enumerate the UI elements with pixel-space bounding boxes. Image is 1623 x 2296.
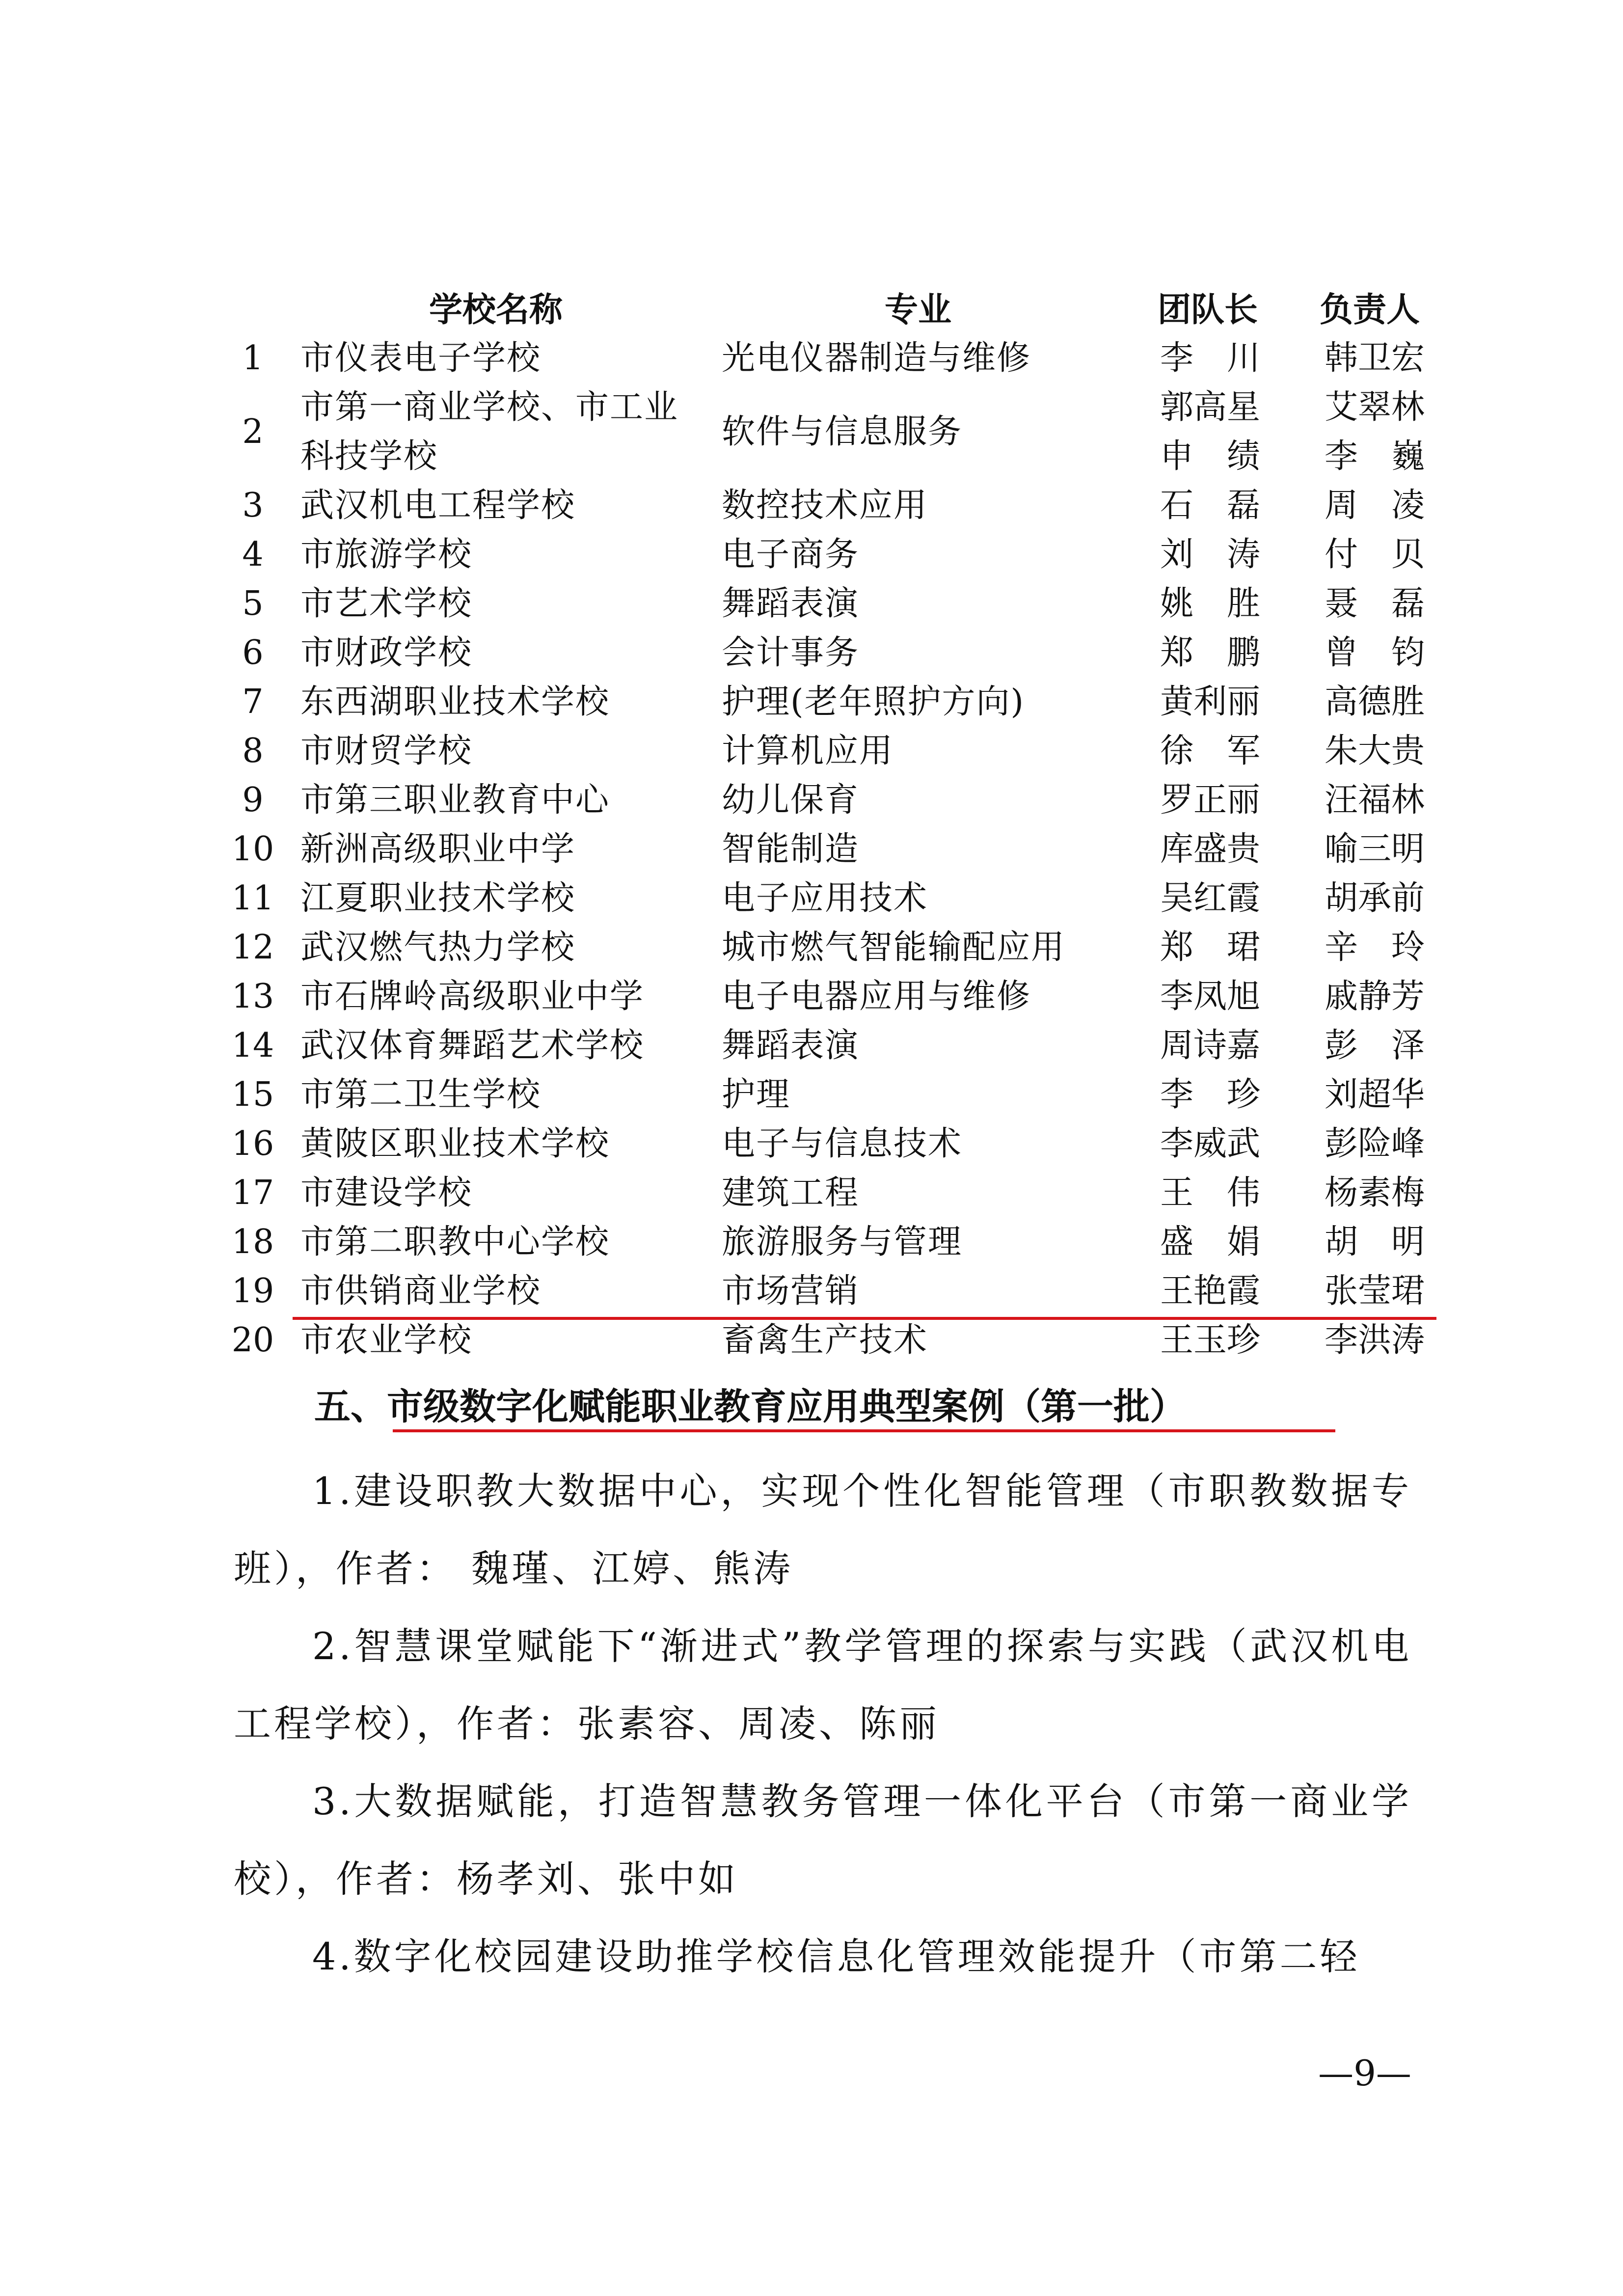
team-leader: 李 珍	[1160, 1075, 1260, 1114]
major-name: 电子应用技术	[722, 879, 928, 918]
responsible-person: 张莹珺	[1324, 1272, 1425, 1311]
major-name: 电子与信息技术	[722, 1124, 963, 1163]
row-number: 2	[242, 412, 264, 451]
table-row	[0, 678, 1623, 727]
school-name: 市第二卫生学校	[300, 1075, 541, 1114]
row-number: 18	[231, 1223, 274, 1261]
school-name: 武汉体育舞蹈艺术学校	[300, 1026, 645, 1065]
table-row	[0, 481, 1623, 530]
major-name: 畜禽生产技术	[722, 1321, 928, 1360]
responsible-person: 辛 玲	[1324, 928, 1425, 967]
responsible-person: 李洪涛	[1324, 1321, 1425, 1360]
paragraph-1: 1.建设职教大数据中心，实现个性化智能管理（市职教数据专班），作者： 魏瑾、江婷、熊涛	[234, 1469, 1412, 1590]
responsible-person: 胡 明	[1324, 1223, 1425, 1261]
major-name: 会计事务	[722, 633, 860, 672]
row-number: 12	[231, 928, 274, 967]
table-row	[0, 874, 1623, 923]
row-number: 10	[231, 830, 274, 869]
school-name: 市第二职教中心学校	[300, 1223, 610, 1261]
major-name: 电子商务	[722, 535, 860, 574]
table-row	[0, 530, 1623, 579]
major-name: 舞蹈表演	[722, 584, 860, 623]
row-number: 7	[242, 683, 264, 721]
responsible-person: 周 凌	[1324, 486, 1425, 525]
table-row	[0, 1070, 1623, 1120]
team-leader: 黄利丽	[1160, 683, 1260, 721]
table-row	[0, 629, 1623, 678]
header-major: 专业	[884, 291, 951, 329]
major-name: 光电仪器制造与维修	[722, 339, 1031, 378]
responsible-person: 刘超华	[1324, 1075, 1425, 1114]
team-leader: 盛 娟	[1160, 1223, 1260, 1261]
team-leader: 王艳霞	[1160, 1272, 1260, 1311]
team-leader: 罗正丽	[1160, 781, 1260, 820]
school-name: 武汉燃气热力学校	[300, 928, 576, 967]
major-name: 护理	[722, 1075, 791, 1114]
responsible-person: 杨素梅	[1324, 1174, 1425, 1212]
row-number: 15	[231, 1075, 274, 1114]
row-number: 11	[231, 879, 274, 918]
table-row	[0, 1316, 1623, 1365]
row-number: 20	[231, 1321, 274, 1360]
team-leader: 刘 涛	[1160, 535, 1260, 574]
paragraph-3: 3.大数据赋能，打造智慧教务管理一体化平台（市第一商业学校），作者：杨孝刘、张中如	[234, 1779, 1412, 1901]
responsible-person: 胡承前	[1324, 879, 1425, 918]
red-underline-section-title	[393, 1429, 1335, 1432]
responsible-person: 汪福林	[1324, 781, 1425, 820]
major-name: 旅游服务与管理	[722, 1223, 963, 1261]
school-name: 市财贸学校	[300, 732, 473, 770]
major-name: 舞蹈表演	[722, 1026, 860, 1065]
row-number: 1	[242, 339, 264, 378]
responsible-person: 喻三明	[1324, 830, 1425, 869]
red-underline-row-19	[293, 1317, 1436, 1320]
row-number: 16	[231, 1124, 274, 1163]
responsible-person: 付 贝	[1324, 535, 1425, 574]
school-name: 市石牌岭高级职业中学	[300, 977, 645, 1016]
team-leader: 李 川	[1160, 339, 1260, 378]
school-name: 市第三职业教育中心	[300, 781, 610, 820]
page-number: —9—	[1318, 2052, 1411, 2094]
team-leader: 李威武	[1160, 1124, 1260, 1163]
responsible-person: 曾 钧	[1324, 633, 1425, 672]
responsible-person: 彭险峰	[1324, 1124, 1425, 1163]
team-leader: 郑 鹏	[1160, 633, 1260, 672]
table-row	[0, 579, 1623, 629]
school-name: 市仪表电子学校	[300, 339, 541, 378]
responsible-person: 艾翠林 李 巍	[1324, 388, 1425, 476]
row-number: 9	[242, 781, 264, 820]
table-row	[0, 334, 1623, 383]
team-leader: 周诗嘉	[1160, 1026, 1260, 1065]
table-row	[0, 1267, 1623, 1316]
header-school: 学校名称	[429, 291, 563, 329]
table-row	[0, 825, 1623, 874]
table-row	[0, 1218, 1623, 1267]
school-name: 东西湖职业技术学校	[300, 683, 610, 721]
table-row	[0, 1169, 1623, 1218]
table-row	[0, 972, 1623, 1021]
school-name: 市第一商业学校、市工业科技学校	[300, 388, 679, 476]
table-row	[0, 776, 1623, 825]
row-number: 14	[231, 1026, 274, 1065]
responsible-person: 朱大贵	[1324, 732, 1425, 770]
row-number: 6	[242, 633, 264, 672]
row-number: 19	[231, 1272, 274, 1311]
major-name: 城市燃气智能输配应用	[722, 928, 1066, 967]
row-number: 17	[231, 1174, 274, 1212]
team-leader: 徐 军	[1160, 732, 1260, 770]
table-row	[0, 727, 1623, 776]
row-number: 4	[242, 535, 264, 574]
row-number: 3	[242, 486, 264, 525]
responsible-person: 彭 泽	[1324, 1026, 1425, 1065]
major-name: 市场营销	[722, 1272, 860, 1311]
table-header	[0, 286, 1623, 335]
responsible-person: 聂 磊	[1324, 584, 1425, 623]
team-leader: 王 伟	[1160, 1174, 1260, 1212]
school-name: 市供销商业学校	[300, 1272, 541, 1311]
school-name: 武汉机电工程学校	[300, 486, 576, 525]
team-leader: 李凤旭	[1160, 977, 1260, 1016]
major-name: 软件与信息服务	[722, 412, 963, 451]
team-leader: 郑 珺	[1160, 928, 1260, 967]
team-leader: 姚 胜	[1160, 584, 1260, 623]
major-name: 护理(老年照护方向)	[722, 683, 1025, 721]
major-name: 电子电器应用与维修	[722, 977, 1031, 1016]
team-leader: 王玉珍	[1160, 1321, 1260, 1360]
paragraph-2: 2.智慧课堂赋能下“渐进式”教学管理的探索与实践（武汉机电工程学校），作者：张素容、周凌、陈丽	[234, 1624, 1412, 1746]
school-name: 新洲高级职业中学	[300, 830, 576, 869]
table-row	[0, 923, 1623, 972]
table-row	[0, 1021, 1623, 1070]
table-row	[0, 383, 1623, 481]
school-name: 市艺术学校	[300, 584, 473, 623]
team-leader: 石 磊	[1160, 486, 1260, 525]
team-leader: 郭高星 申 绩	[1160, 388, 1260, 476]
responsible-person: 戚静芳	[1324, 977, 1425, 1016]
row-number: 5	[242, 584, 264, 623]
major-name: 数控技术应用	[722, 486, 928, 525]
team-leader: 库盛贵	[1160, 830, 1260, 869]
responsible-person: 高德胜	[1324, 683, 1425, 721]
school-name: 市财政学校	[300, 633, 473, 672]
school-name: 市旅游学校	[300, 535, 473, 574]
row-number: 13	[231, 977, 274, 1016]
team-leader: 吴红霞	[1160, 879, 1260, 918]
row-number: 8	[242, 732, 264, 770]
school-name: 江夏职业技术学校	[300, 879, 576, 918]
school-name: 市建设学校	[300, 1174, 473, 1212]
paragraph-4: 4.数字化校园建设助推学校信息化管理效能提升（市第二轻	[312, 1935, 1360, 1978]
table-row	[0, 1120, 1623, 1169]
school-name: 市农业学校	[300, 1321, 473, 1360]
major-name: 计算机应用	[722, 732, 894, 770]
header-owner: 负责人	[1319, 291, 1420, 329]
major-name: 建筑工程	[722, 1174, 860, 1212]
header-leader: 团队长	[1157, 291, 1258, 329]
section-title: 五、市级数字化赋能职业教育应用典型案例（第一批）	[314, 1386, 1186, 1428]
major-name: 智能制造	[722, 830, 860, 869]
major-name: 幼儿保育	[722, 781, 860, 820]
school-name: 黄陂区职业技术学校	[300, 1124, 610, 1163]
responsible-person: 韩卫宏	[1324, 339, 1425, 378]
